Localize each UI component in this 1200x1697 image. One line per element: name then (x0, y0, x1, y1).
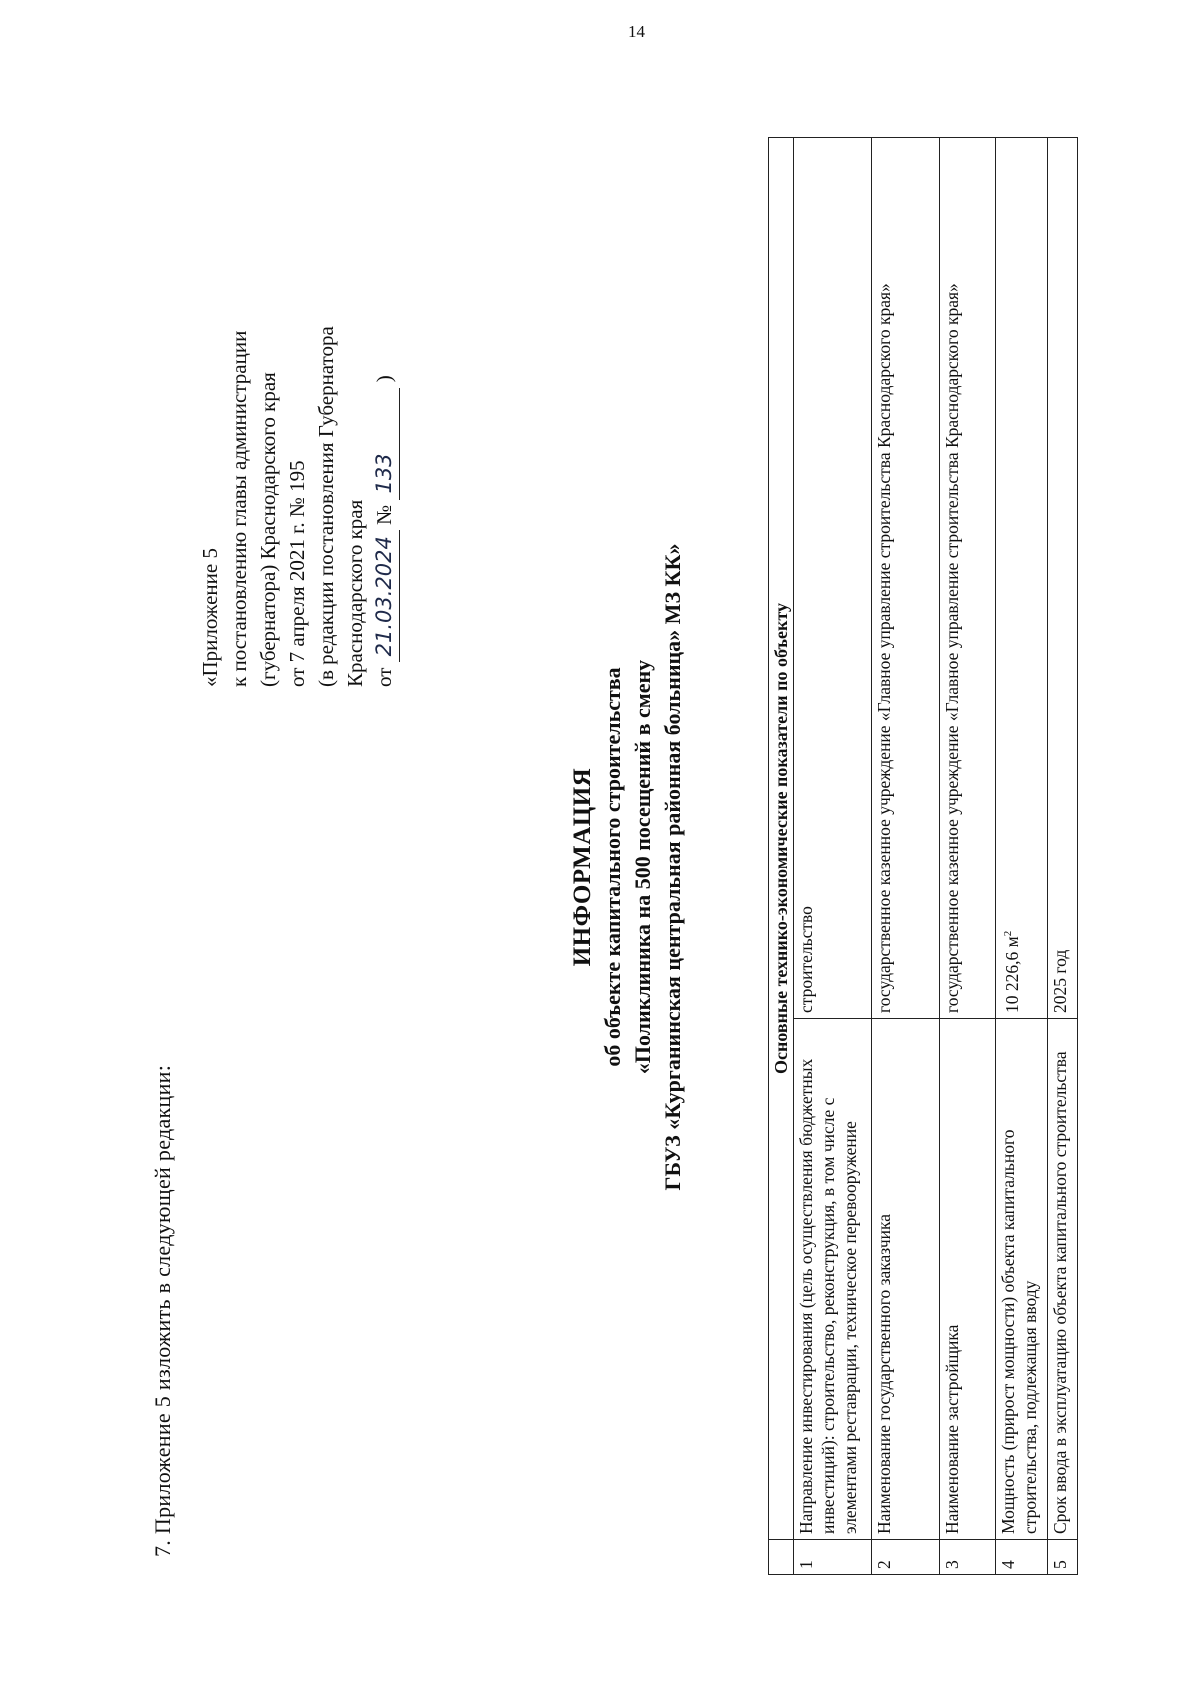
heading-title: ИНФОРМАЦИЯ (569, 767, 596, 967)
indicators-table (768, 137, 1078, 1575)
row-value: строительство (794, 138, 872, 1019)
annex-line: к постановлению главы администрации (227, 330, 251, 687)
table-row (940, 138, 996, 1575)
row-number: 2 (872, 1540, 940, 1575)
row-label: Срок ввода в эксплуатацию объекта капитального строительства (1048, 1019, 1078, 1540)
row-value (996, 138, 1048, 1019)
rotated-page-content (0, 137, 1200, 1697)
closing-paren: ) (372, 375, 396, 383)
table-row (996, 138, 1048, 1575)
document-heading (568, 507, 688, 1227)
annex-line: Краснодарского края (343, 499, 367, 687)
heading-line: «Поликлиника на 500 посещений в смену (630, 659, 655, 1075)
handwritten-date: 21.03.2024 (370, 530, 400, 662)
annex-block (196, 187, 400, 687)
row-value: государственное казенное учреждение «Главное управление строительства Краснодарского края» (940, 138, 996, 1019)
row-number: 4 (996, 1540, 1048, 1575)
row-label: Направление инвестирования (цель осуществления бюджетных инвестиций): строительство, реконструкция, в том числе с элементами реставрации, техническое перевооружение (794, 1019, 872, 1540)
table-header: Основные технико-экономические показатели по объекту (769, 138, 794, 1540)
date-prefix: от (372, 667, 396, 687)
annex-line: (губернатора) Краснодарского края (256, 372, 280, 687)
handwritten-number: 133 (370, 388, 400, 500)
table-row (872, 138, 940, 1575)
row-value: 2025 год (1048, 138, 1078, 1019)
row-value-text: 10 226,6 м (1001, 936, 1022, 1013)
annex-line: (в редакции постановления Губернатора (314, 326, 338, 687)
row-number: 3 (940, 1540, 996, 1575)
row-number: 1 (794, 1540, 872, 1575)
row-label: Наименование государственного заказчика (872, 1019, 940, 1540)
header-spacer-cell (769, 1540, 794, 1575)
row-label: Мощность (прирост мощности) объекта капитального строительства, подлежащая вводу (996, 1019, 1048, 1540)
heading-line: ГБУЗ «Курганинская центральная районная больница» МЗ КК» (660, 543, 685, 1191)
row-value: государственное казенное учреждение «Главное управление строительства Краснодарского края» (872, 138, 940, 1019)
annex-line: «Приложение 5 (198, 548, 222, 687)
annex-line: от 7 апреля 2021 г. № 195 (285, 460, 309, 687)
table-row (1048, 138, 1078, 1575)
table-row (794, 138, 872, 1575)
page-number: 14 (628, 22, 645, 41)
row-number: 5 (1048, 1540, 1078, 1575)
annex-date-line (370, 187, 400, 687)
table-header-row (769, 138, 794, 1575)
heading-line: об объекте капитального строительства (600, 667, 625, 1067)
row-label: Наименование застройщика (940, 1019, 996, 1540)
number-prefix: № (372, 504, 396, 525)
row-value-superscript: 2 (1002, 930, 1014, 937)
intro-text: 7. Приложение 5 изложить в следующей редакции: (150, 1064, 175, 1557)
